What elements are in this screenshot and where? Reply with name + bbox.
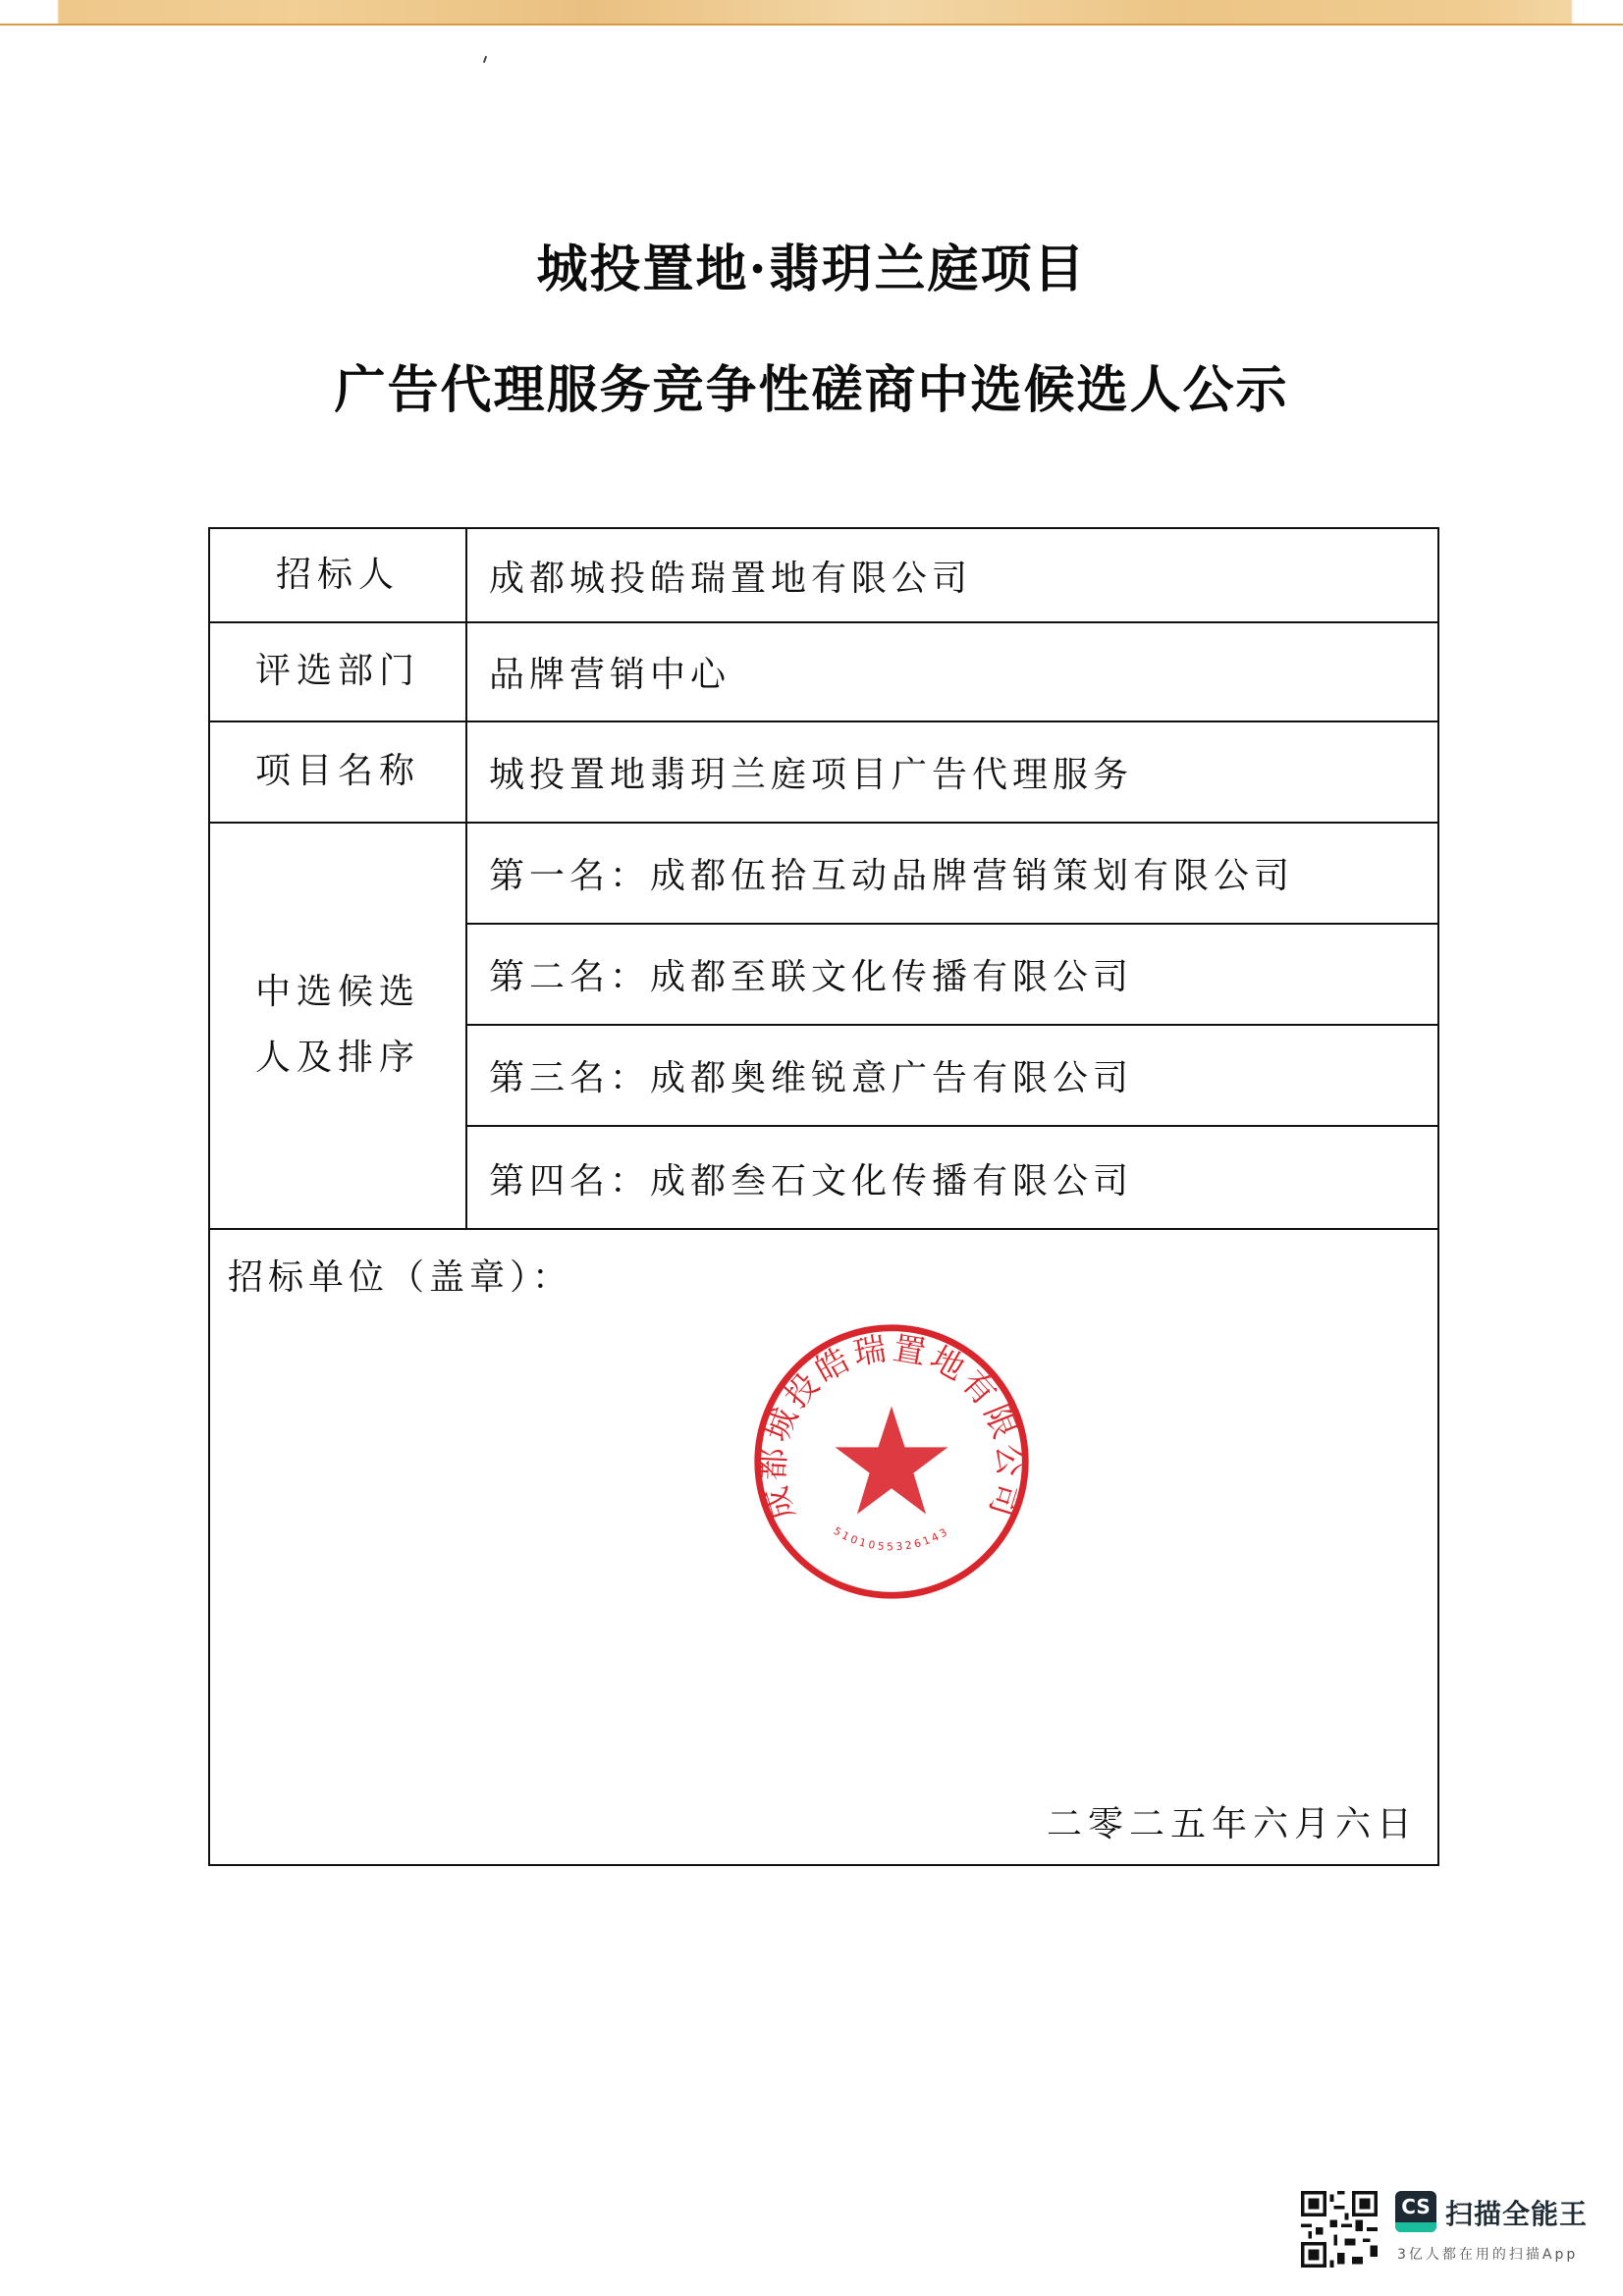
row-value: 城投置地翡玥兰庭项目广告代理服务 (489, 755, 1134, 795)
candidate-item-3 (467, 1026, 1437, 1127)
seal-label: 招标单位（盖章）： (228, 1257, 573, 1298)
candidate-item-2 (467, 925, 1437, 1026)
row-label: 评选部门 (210, 623, 467, 721)
wood-background-strip (0, 0, 1623, 26)
document-date: 二零二五年六月六日 (1046, 1804, 1418, 1844)
camscanner-slogan: 3亿人都在用的扫描App (1397, 2247, 1579, 2263)
camscanner-logo-icon: CS (1395, 2191, 1436, 2232)
table-row-project-name (210, 722, 1437, 824)
qr-code-icon (1301, 2191, 1378, 2268)
pen-mark (483, 56, 487, 63)
svg-text:5101055326143: 5101055326143 (831, 1523, 952, 1554)
document-title-line-1: 城投置地·翡玥兰庭项目 (536, 240, 1087, 299)
seal-section (210, 1230, 1437, 1866)
table-row-department (210, 623, 1437, 722)
announcement-table (208, 527, 1439, 1866)
candidate-name: 成都叁石文化传播有限公司 (650, 1161, 1134, 1201)
candidate-name: 成都奥维锐意广告有限公司 (650, 1058, 1134, 1098)
camscanner-app-name: 扫描全能王 (1445, 2198, 1589, 2230)
row-value: 品牌营销中心 (489, 655, 731, 695)
candidate-rank: 第二名： (489, 957, 651, 997)
svg-text:成都城投皓瑞置地有限公司: 成都城投皓瑞置地有限公司 (753, 1328, 1030, 1525)
row-value: 成都城投皓瑞置地有限公司 (489, 558, 973, 599)
candidate-item-4 (467, 1127, 1437, 1230)
table-row-bidder (210, 529, 1437, 623)
row-label: 项目名称 (210, 722, 467, 822)
candidate-item-1 (467, 824, 1437, 925)
camscanner-watermark (1301, 2187, 1615, 2275)
candidate-rank: 第三名： (489, 1058, 651, 1098)
company-seal-stamp-icon (748, 1318, 1035, 1605)
candidates-label-line-2: 人及排序 (254, 1038, 420, 1078)
candidates-label (210, 824, 467, 1228)
row-label: 招标人 (210, 529, 467, 621)
table-row-candidates (210, 824, 1437, 1230)
document-title-line-2: 广告代理服务竞争性磋商中选候选人公示 (334, 360, 1289, 420)
candidate-rank: 第一名： (489, 856, 651, 896)
candidate-name: 成都伍拾互动品牌营销策划有限公司 (650, 856, 1295, 896)
candidate-name: 成都至联文化传播有限公司 (650, 957, 1134, 997)
candidate-rank: 第四名： (489, 1161, 651, 1201)
candidates-label-line-1: 中选候选 (254, 972, 420, 1013)
